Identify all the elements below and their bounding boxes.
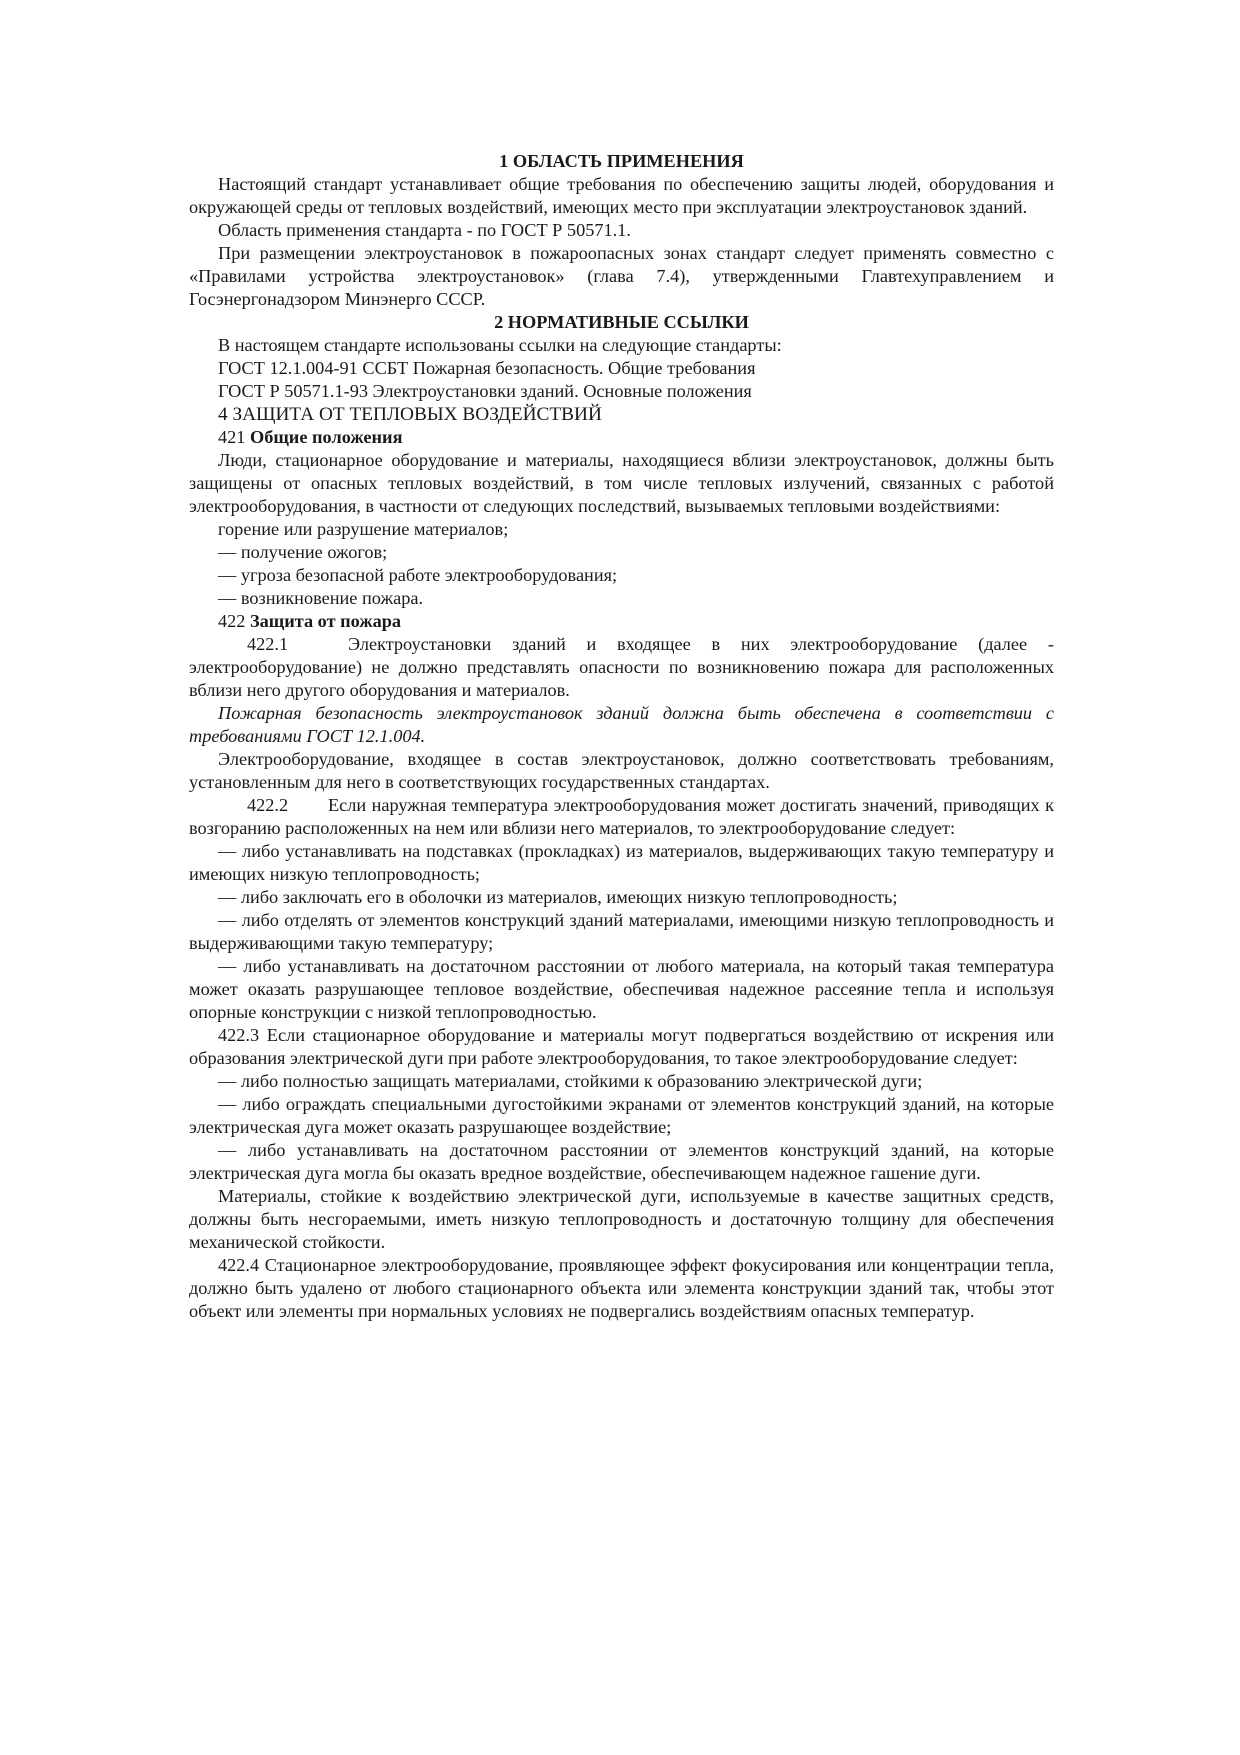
section-1-heading: 1 ОБЛАСТЬ ПРИМЕНЕНИЯ xyxy=(499,151,744,171)
reference-item: ГОСТ Р 50571.1-93 Электроустановки зданий. Основные положения xyxy=(218,381,752,401)
list-item: — либо устанавливать на подставках (прокладках) из материалов, выдерживающих такую температуру и имеющих низкую теплопроводность; xyxy=(189,841,1054,884)
list-item: — получение ожогов; xyxy=(218,542,388,562)
clause-4223-paragraph: Материалы, стойкие к воздействию электрической дуги, используемые в качестве защитных средств, должны быть несгораемыми, иметь низкую теплопроводность и достаточную толщину для обеспечения механической стойкости. xyxy=(189,1186,1054,1252)
clause-4223: 422.3 Если стационарное оборудование и материалы могут подвергаться воздействию от искрения или образования электрической дуги при работе электрооборудования, то такое электрооборудование следует: xyxy=(189,1025,1054,1068)
subsection-number: 422 xyxy=(218,611,246,631)
list-item: — возникновение пожара. xyxy=(218,588,424,608)
subsection-number: 421 xyxy=(218,427,246,447)
clause-number: 422.2 xyxy=(247,795,289,815)
clause-4222 xyxy=(189,794,1054,840)
list-item: — угроза безопасной работе электрооборудования; xyxy=(218,565,618,585)
clause-4224: 422.4 Стационарное электрооборудование, проявляющее эффект фокусирования или концентрации тепла, должно быть удалено от любого стационарного объекта или элемента конструкции зданий так, чтобы этот объект или элементы при нормальных условиях не подвергались воздействиям опасных температур. xyxy=(189,1255,1054,1321)
list-item: горение или разрушение материалов; xyxy=(218,519,509,539)
subsection-422-heading xyxy=(189,610,1054,633)
clause-number: 422.1 xyxy=(247,634,289,654)
references-intro: В настоящем стандарте использованы ссылки на следующие стандарты: xyxy=(218,335,782,355)
list-item: — либо полностью защищать материалами, стойкими к образованию электрической дуги; xyxy=(218,1071,923,1091)
clause-4221 xyxy=(189,633,1054,702)
document-page xyxy=(189,150,1054,1323)
subsection-421-heading xyxy=(189,426,1054,449)
section-4-heading: 4 ЗАЩИТА ОТ ТЕПЛОВЫХ ВОЗДЕЙСТВИЙ xyxy=(218,404,602,425)
section-1-paragraph: Область применения стандарта - по ГОСТ Р 50571.1. xyxy=(218,220,631,240)
section-1-paragraph: При размещении электроустановок в пожароопасных зонах стандарт следует применять совместно с «Правилами устройства электроустановок» (глава 7.4), утвержденными Главтехуправлением и Госэнергонадзором Минэнерго СССР. xyxy=(189,243,1054,309)
section-2-heading: 2 НОРМАТИВНЫЕ ССЫЛКИ xyxy=(494,312,749,332)
list-item: — либо устанавливать на достаточном расстоянии от любого материала, на который такая температура может оказать разрушающее тепловое воздействие, обеспечивая надежное рассеяние тепла и используя опорные конструкции с низкой теплопроводностью. xyxy=(189,956,1054,1022)
list-item: — либо ограждать специальными дугостойкими экранами от элементов конструкций зданий, на которые электрическая дуга может оказать разрушающее воздействие; xyxy=(189,1094,1054,1137)
clause-text: Если наружная температура электрооборудования может достигать значений, приводящих к возгоранию расположенных на нем или вблизи него материалов, то электрооборудование следует: xyxy=(189,795,1054,838)
clause-4221-italic-note: Пожарная безопасность электроустановок зданий должна быть обеспечена в соответствии с требованиями ГОСТ 12.1.004. xyxy=(189,703,1054,746)
list-item: — либо заключать его в оболочки из материалов, имеющих низкую теплопроводность; xyxy=(218,887,898,907)
list-item: — либо отделять от элементов конструкций зданий материалами, имеющими низкую теплопроводность и выдерживающими такую температуру; xyxy=(189,910,1054,953)
subsection-title: Общие положения xyxy=(250,427,403,447)
reference-item: ГОСТ 12.1.004-91 ССБТ Пожарная безопасность. Общие требования xyxy=(218,358,756,378)
subsection-title: Защита от пожара xyxy=(250,611,402,631)
subsection-421-paragraph: Люди, стационарное оборудование и материалы, находящиеся вблизи электроустановок, должны быть защищены от опасных тепловых воздействий, в том числе тепловых излучений, связанных с работой электрооборудования, в частности от следующих последствий, вызываемых тепловыми воздействиями: xyxy=(189,450,1054,516)
list-item: — либо устанавливать на достаточном расстоянии от элементов конструкций зданий, на которые электрическая дуга могла бы оказать вредное воздействие, обеспечивающем надежное гашение дуги. xyxy=(189,1140,1054,1183)
clause-text: Электроустановки зданий и входящее в них электрооборудование (далее - электрооборудование) не должно представлять опасности по возникновению пожара для расположенных вблизи него другого оборудования и материалов. xyxy=(189,634,1054,700)
section-1-paragraph: Настоящий стандарт устанавливает общие требования по обеспечению защиты людей, оборудования и окружающей среды от тепловых воздействий, имеющих место при эксплуатации электроустановок зданий. xyxy=(189,174,1054,217)
clause-4221-paragraph: Электрооборудование, входящее в состав электроустановок, должно соответствовать требованиям, установленным для него в соответствующих государственных стандартах. xyxy=(189,749,1054,792)
